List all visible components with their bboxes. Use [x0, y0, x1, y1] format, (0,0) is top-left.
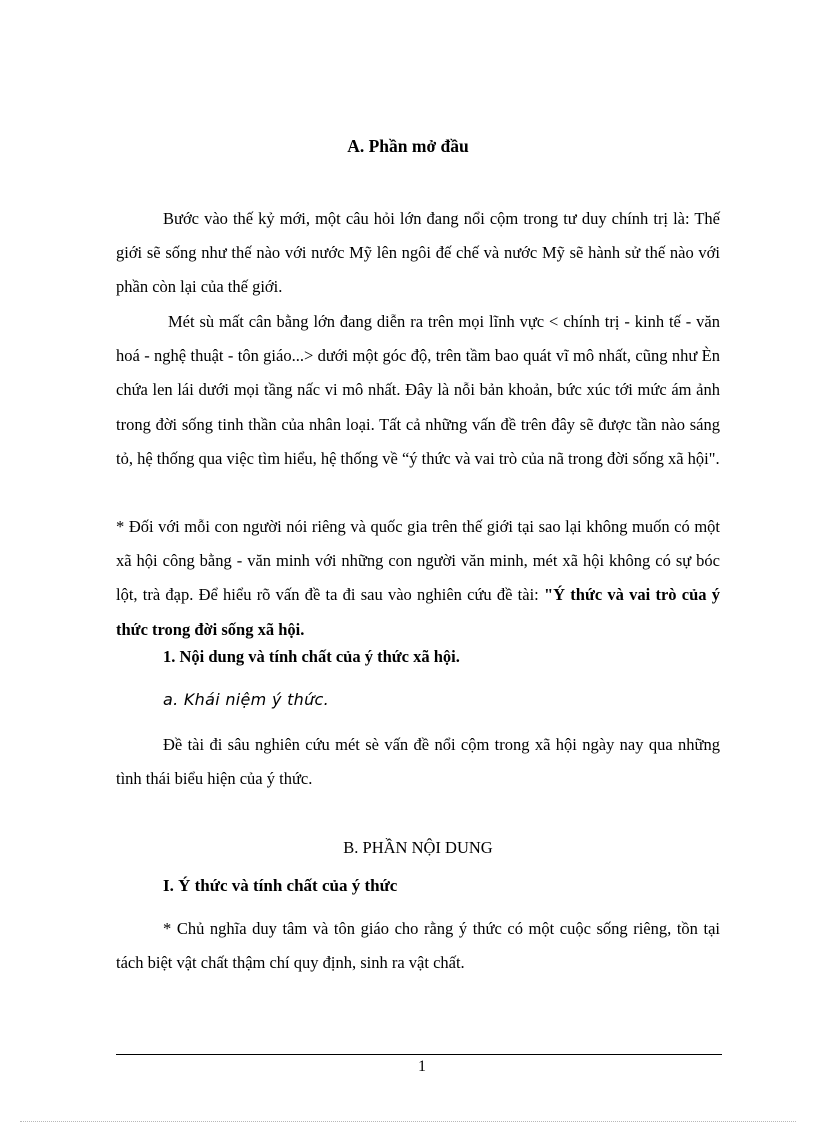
document-title: A. Phần mở đầu	[347, 136, 469, 156]
heading-concept: a. Khái niệm ý thức.	[163, 690, 330, 709]
page-boundary	[20, 1121, 796, 1122]
heading-content-nature: 1. Nội dung và tính chất của ý thức xã hội.	[163, 647, 460, 666]
paragraph-imbalance: Mét sù mất cân bằng lớn đang diễn ra trên mọi lĩnh vực < chính trị - kinh tế - văn hoá - nghệ thuật - tôn giáo...> dưới một góc độ, trên tầm bao quát vĩ mô nhất, cũng như Èn chứa len lái dưới mọi tầng nấc vi mô nhất. Đây là nỗi bản khoản, bức xúc tới mức ám ảnh trong đời sống tinh thần của nhân loại. Tất cả những vấn đề trên đây sẽ được tần nào sáng tỏ, hệ thống qua việc tìm hiểu, hệ thống về “ý thức và vai trò của nã trong đời sống xã hội".	[116, 312, 720, 468]
section-b-heading: B. PHẦN NỘI DUNG	[343, 838, 493, 857]
paragraph-intro: Bước vào thế kỷ mới, một câu hỏi lớn đang nổi cộm trong tư duy chính trị là: Thế giới sẽ sống như thế nào với nước Mỹ lên ngôi đế chế và nước Mỹ sẽ hành sử thế nào với phần còn lại của thế giới.	[116, 209, 720, 297]
paragraph-study: Đề tài đi sâu nghiên cứu mét sè vấn đề nổi cộm trong xã hội ngày nay qua những tình thái biểu hiện của ý thức.	[116, 735, 720, 789]
footer-divider	[116, 1054, 722, 1055]
paragraph-idealism: * Chủ nghĩa duy tâm và tôn giáo cho rằng ý thức có một cuộc sống riêng, tồn tại tách biệt vật chất thậm chí quy định, sinh ra vật chất.	[116, 919, 720, 973]
paragraph-research-topic	[116, 510, 720, 647]
research-topic-title: "Ý thức và vai trò của ý thức trong đời sống xã hội.	[116, 585, 721, 639]
heading-consciousness: I. Ý thức và tính chất của ý thức	[163, 876, 398, 895]
paragraph-research-text: * Đối với mỗi con người nói riêng và quốc gia trên thế giới tại sao lại không muốn có một xã hội công bằng - văn minh với những con người văn minh, mét xã hội không có sự bóc lột, trà đạp. Để hiểu rõ vấn đề ta đi sau vào nghiên cứu đề tài:	[116, 517, 720, 605]
page-number: 1	[418, 1058, 426, 1075]
